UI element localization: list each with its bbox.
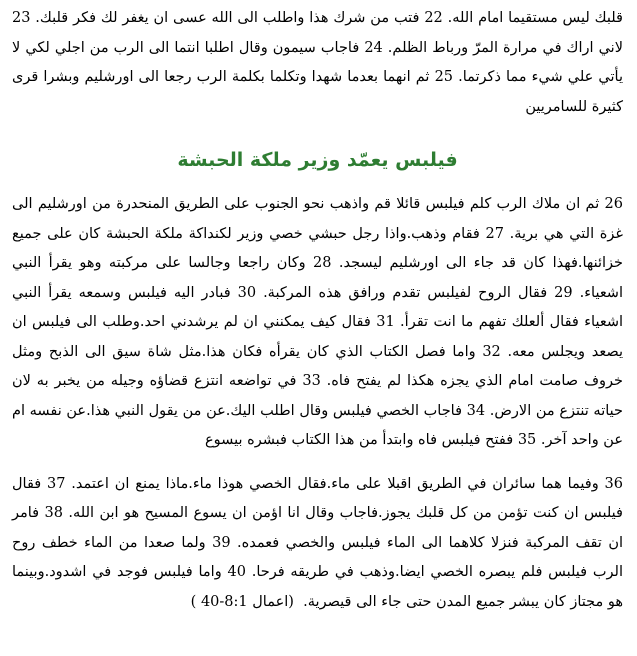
section-heading: فيلبس يعمّد وزير ملكة الحبشة <box>177 149 458 171</box>
closing-text: 36 وفيما هما سائران في الطريق اقبلا على ماء.فقال الخصي هوذا ماء.ماذا يمنع ان اعتمد. 37 فقال فيلبس ان كنت تؤمن من كل قلبك يجوز.فاجاب وقال انا اؤمن ان يسوع المسيح هو ابن الله. 38 فامر ان تقف المركبة فنزلا كلاهما الى الماء فيلبس والخصي فعمده. 39 ولما صعدا من الماء خطف روح الرب فيلبس فلم يبصره الخصي ايضا.وذهب في طريقه فرحا. 40 واما فيلبس فوجد في اشدود.وبينما هو مجتاز كان يبشر جميع المدن حتى جاء الى قيصرية. <box>12 475 623 610</box>
closing-paragraph <box>12 470 623 618</box>
scripture-reference: (اعمال 8:1-40 ) <box>190 593 294 610</box>
body-paragraph: 26 ثم ان ملاك الرب كلم فيلبس قائلا قم واذهب نحو الجنوب على الطريق المنحدرة من اورشليم الى غزة التي هي برية. 27 فقام وذهب.واذا رجل حبشي خصي وزير لكنداكة ملكة الحبشة كان على جميع خزائنها.فهذا كان قد جاء الى اورشليم ليسجد. 28 وكان راجعا وجالسا على مركبته وهو يقرأ النبي اشعياء. 29 فقال الروح لفيلبس تقدم ورافق هذه المركبة. 30 فبادر اليه فيلبس وسمعه يقرأ النبي اشعياء فقال ألعلك تفهم ما انت تقرأ. 31 فقال كيف يمكنني ان لم يرشدني احد.وطلب الى فيلبس ان يصعد ويجلس معه. 32 واما فصل الكتاب الذي كان يقرأه فكان هذا.مثل شاة سيق الى الذبح ومثل خروف صامت امام الذي يجزه هكذا لم يفتح فاه. 33 في تواضعه انتزع قضاؤه وجيله من يخبر به لان حياته تنتزع من الارض. 34 فاجاب الخصي فيلبس وقال اطلب اليك.عن من يقول النبي هذا.عن نفسه ام عن واحد آخر. 35 ففتح فيلبس فاه وابتدأ من هذا الكتاب فبشره بيسوع <box>12 196 624 448</box>
intro-paragraph: قلبك ليس مستقيما امام الله. 22 فتب من شرك هذا واطلب الى الله عسى ان يغفر لك فكر قلبك. 23 لاني اراك في مرارة المرّ ورباط الظلم. 24 فاجاب سيمون وقال اطلبا انتما الى الرب من اجلي لكي لا يأتي علي شيء مما ذكرتما. 25 ثم انهما بعدما شهدا وتكلما بكلمة الرب رجعا الى اورشليم وبشرا قرى كثيرة للسامريين <box>12 10 623 115</box>
